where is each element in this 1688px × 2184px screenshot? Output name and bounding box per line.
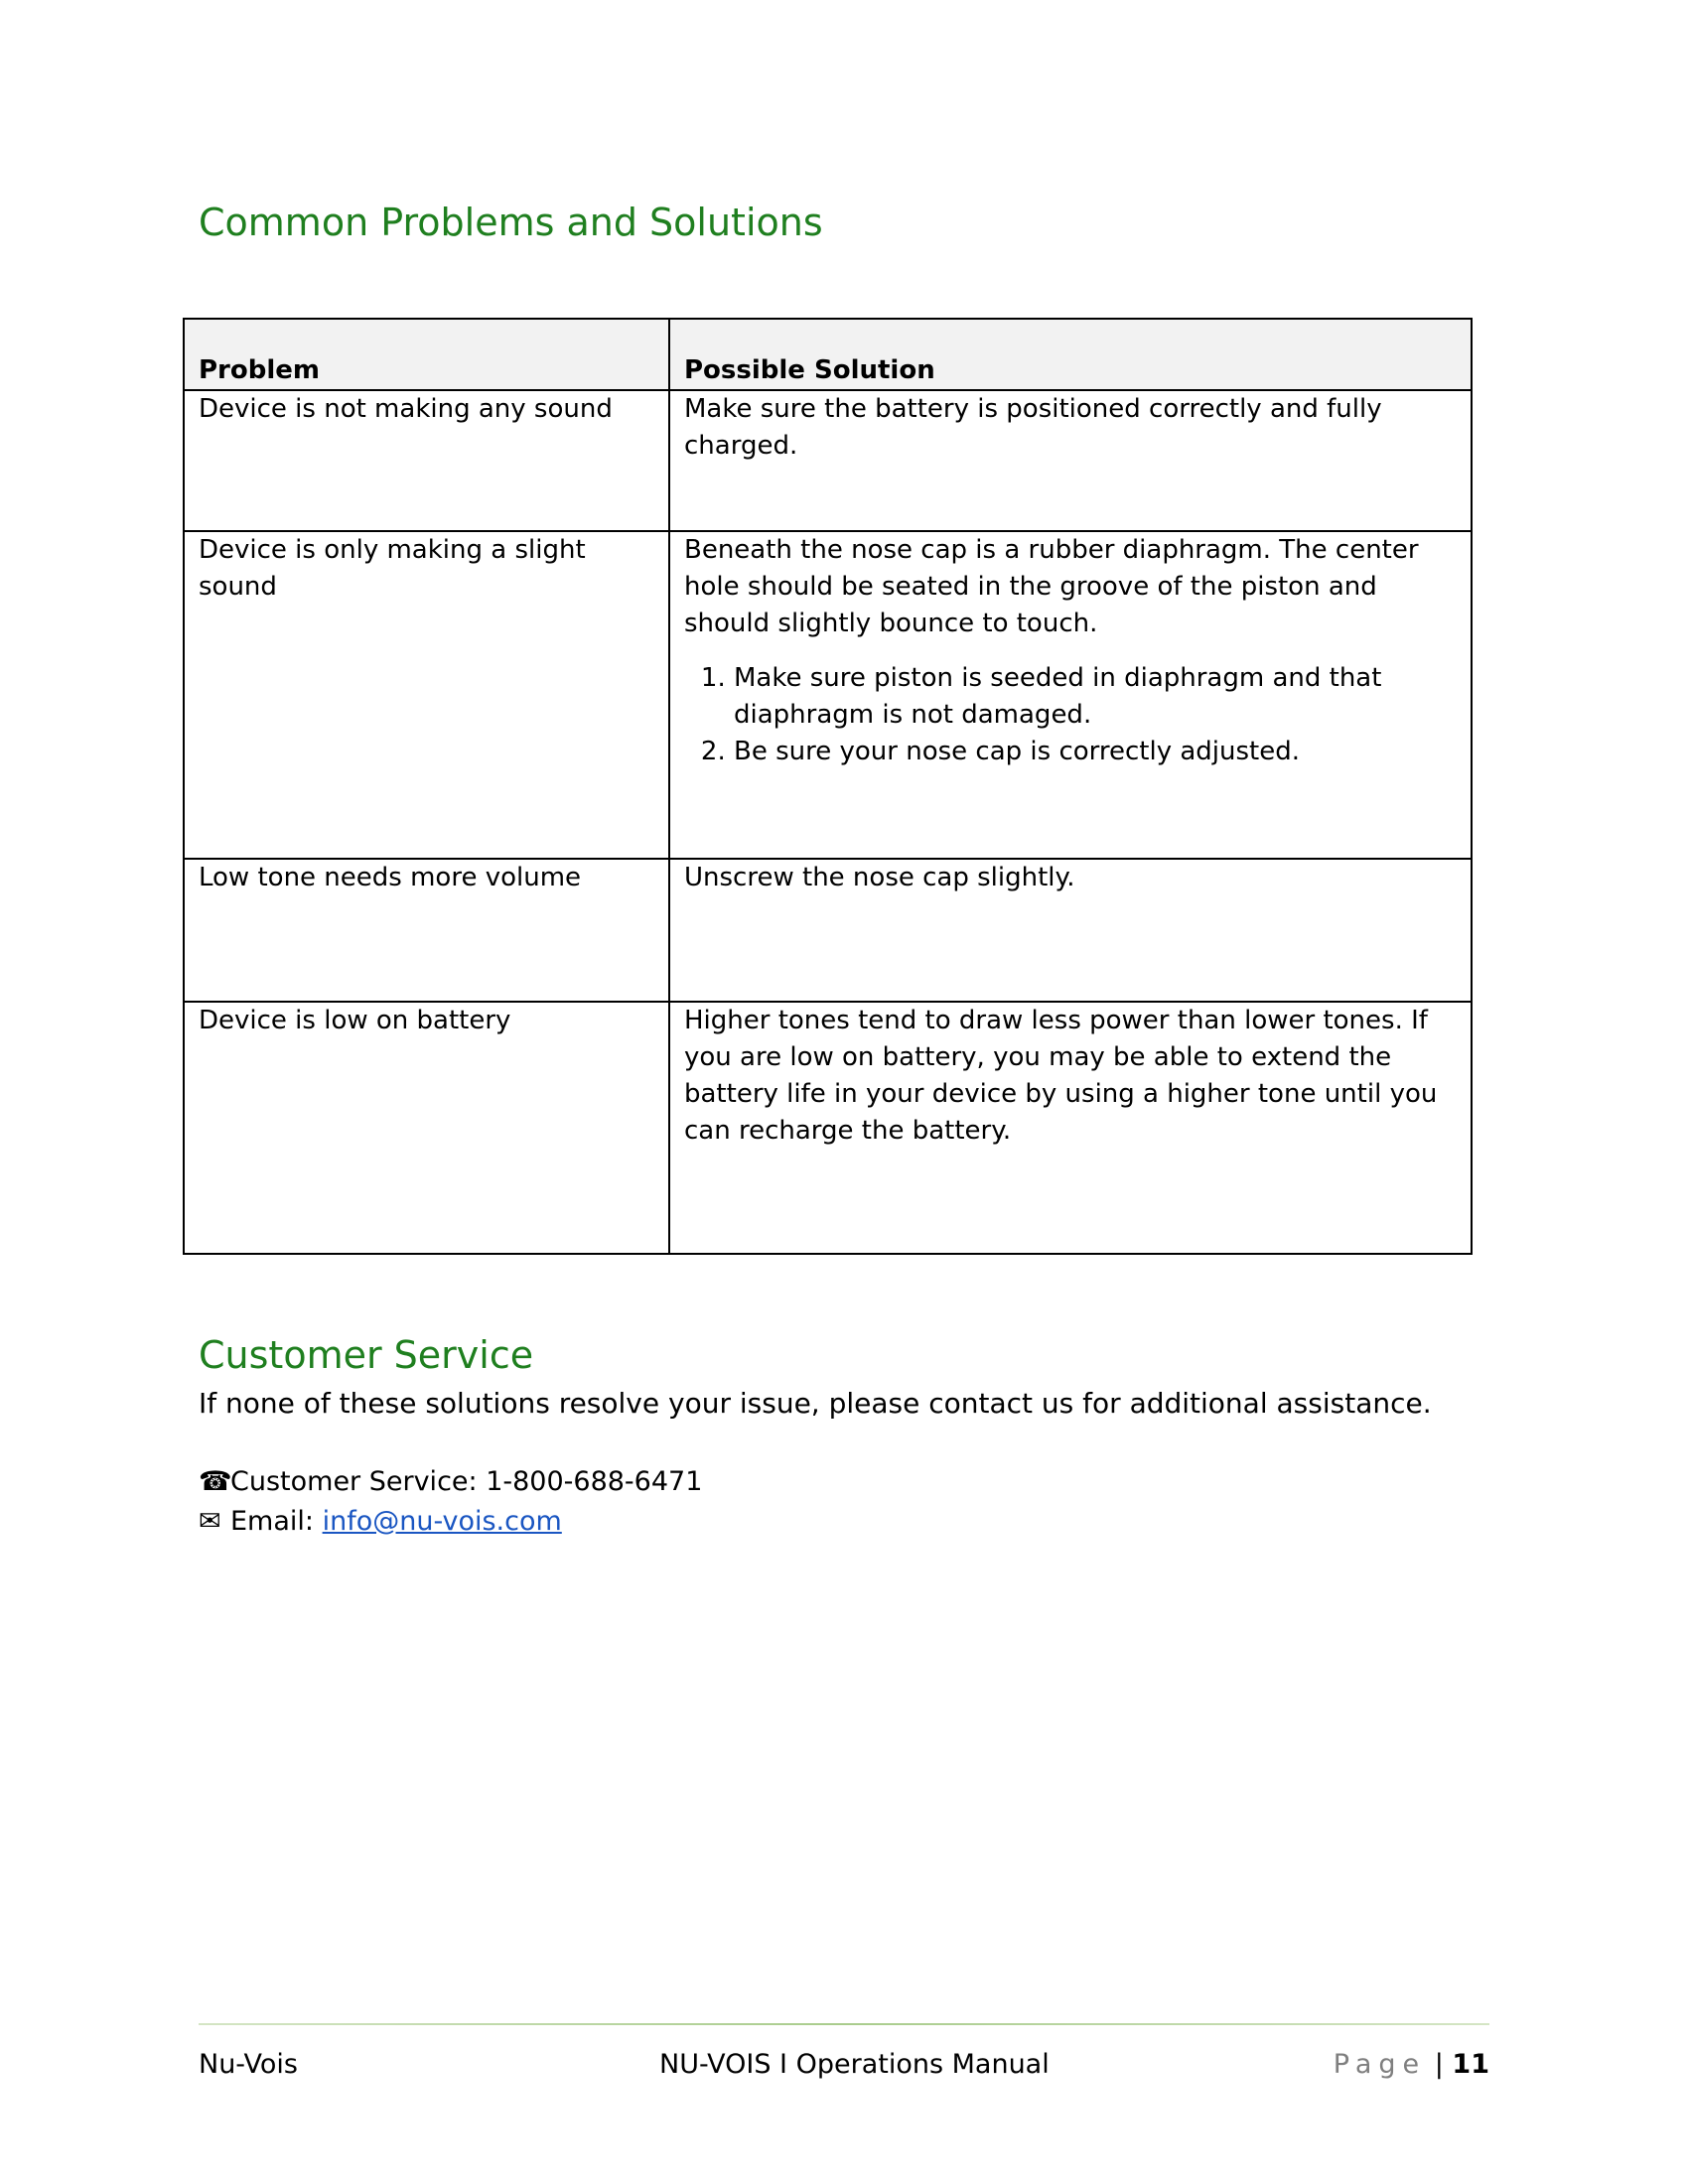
solution-steps [684, 660, 1457, 770]
table-row [184, 859, 1472, 1002]
page-number: 11 [1452, 2049, 1489, 2080]
email-contact [199, 1506, 562, 1537]
problem-cell: Device is low on battery [184, 1002, 669, 1254]
column-header-solution: Possible Solution [669, 319, 1472, 390]
customer-service-title: Customer Service [199, 1333, 534, 1377]
phone-label: Customer Service: 1-800-688-6471 [230, 1466, 703, 1497]
table-header-row [184, 319, 1472, 390]
problem-cell: Device is not making any sound [184, 390, 669, 531]
solution-cell [669, 531, 1472, 859]
problems-table [183, 318, 1473, 1255]
email-link[interactable]: info@nu-vois.com [322, 1506, 562, 1537]
footer-page-number [1334, 2049, 1489, 2080]
email-label: Email: [230, 1506, 323, 1537]
solution-step: 2. Be sure your nose cap is correctly adjusted. [734, 734, 1457, 770]
problem-cell: Device is only making a slight sound [184, 531, 669, 859]
solution-cell [669, 859, 1472, 1002]
solution-text: Unscrew the nose cap slightly. [684, 863, 1075, 892]
problem-cell: Low tone needs more volume [184, 859, 669, 1002]
phone-contact [199, 1466, 702, 1497]
footer-manual-title: NU-VOIS I Operations Manual [659, 2049, 1050, 2080]
solution-text: Higher tones tend to draw less power than lower tones. If you are low on battery, you may be able to extend the battery life in your device by using a higher tone until you can recharge the battery. [684, 1006, 1438, 1146]
table-row [184, 1002, 1472, 1254]
table-row [184, 531, 1472, 859]
page-label: Page [1333, 2049, 1427, 2080]
footer-brand: Nu-Vois [199, 2049, 298, 2080]
section-title: Common Problems and Solutions [199, 201, 823, 244]
solution-text: Make sure the battery is positioned correctly and fully charged. [684, 394, 1382, 461]
table-row [184, 390, 1472, 531]
footer-divider [199, 2023, 1489, 2025]
phone-icon: ☎ [199, 1466, 232, 1497]
solution-cell [669, 1002, 1472, 1254]
solution-text: Beneath the nose cap is a rubber diaphragm. The center hole should be seated in the groove of the piston and should slightly bounce to touch. [684, 535, 1419, 638]
page-separator: | [1434, 2049, 1444, 2080]
customer-service-intro: If none of these solutions resolve your issue, please contact us for additional assistance. [199, 1387, 1432, 1420]
envelope-icon: ✉ [199, 1506, 221, 1537]
solution-cell [669, 390, 1472, 531]
column-header-problem: Problem [184, 319, 669, 390]
solution-step: 1. Make sure piston is seeded in diaphragm and that diaphragm is not damaged. [734, 660, 1457, 734]
